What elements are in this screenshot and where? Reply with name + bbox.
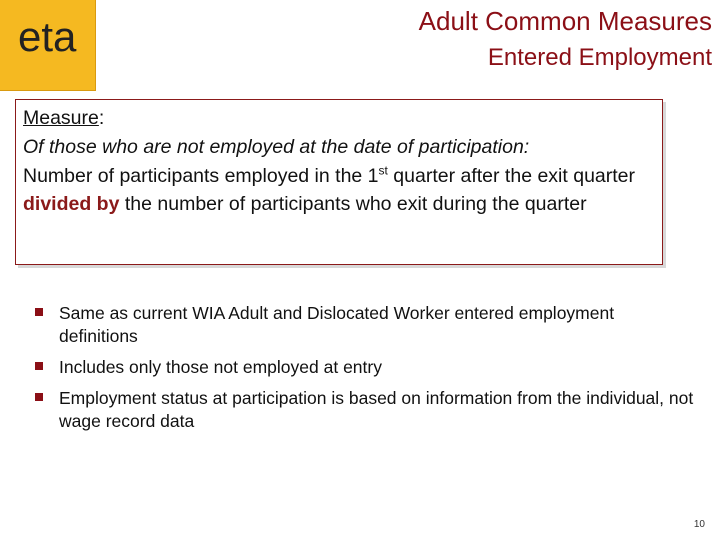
measure-emphasis: divided by <box>23 193 120 215</box>
bullet-text: Employment status at participation is based on information from the individual, not wage record data <box>59 388 694 431</box>
measure-formula <box>23 162 662 218</box>
bullet-item <box>35 302 695 348</box>
square-bullet-icon <box>35 308 43 316</box>
slide-title: Adult Common Measures <box>418 6 712 36</box>
bullet-text: Same as current WIA Adult and Dislocated Worker entered employment definitions <box>59 303 615 346</box>
square-bullet-icon <box>35 393 43 401</box>
logo <box>0 0 96 91</box>
measure-formula-part1: Number of participants employed in the 1 <box>23 165 379 187</box>
measure-condition: Of those who are not employed at the date of participation: <box>23 136 530 158</box>
ordinal-superscript: st <box>378 163 388 178</box>
measure-definition-box <box>15 99 663 265</box>
bullet-item <box>35 387 695 433</box>
slide-subtitle: Entered Employment <box>487 44 712 71</box>
measure-formula-part3: the number of participants who exit during the quarter <box>119 193 587 215</box>
page-number: 10 <box>693 519 705 530</box>
bullet-list <box>35 302 695 441</box>
measure-label: Measure <box>23 107 99 129</box>
measure-label-line <box>23 104 662 133</box>
logo-text: eta <box>18 13 77 60</box>
square-bullet-icon <box>35 362 43 370</box>
bullet-item <box>35 356 695 379</box>
measure-formula-part2: quarter after the exit quarter <box>387 165 636 187</box>
measure-label-colon: : <box>98 107 105 129</box>
bullet-text: Includes only those not employed at entry <box>59 357 382 377</box>
